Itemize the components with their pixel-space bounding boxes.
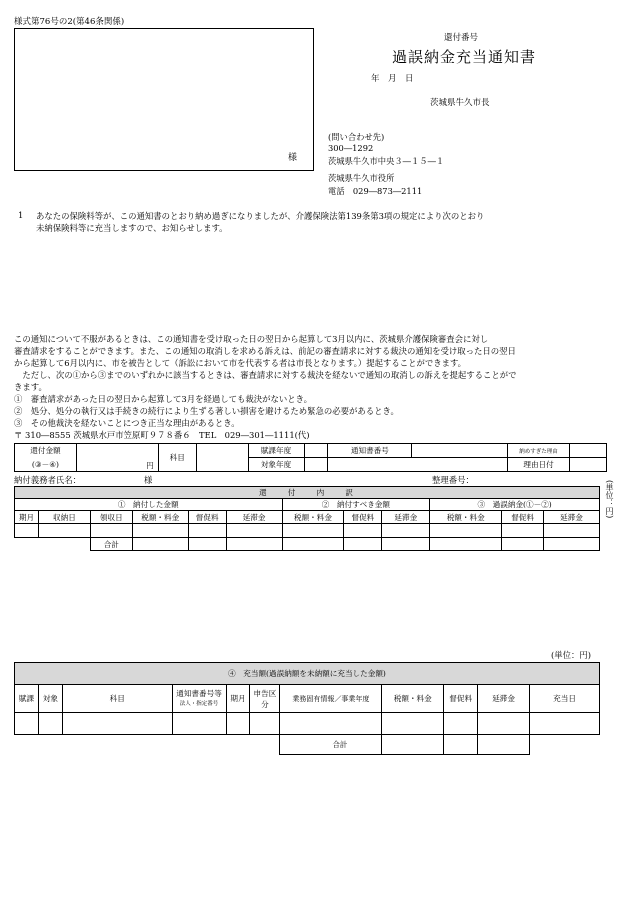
target-year-value [304,458,328,472]
appeal-text [14,333,614,441]
addressee-sama: 様 [288,153,298,163]
col-tokusoku: 督促料 [444,685,478,713]
tax-year-label: 賦課年度 [248,444,304,458]
col-gyomu: 業務固有情報／事業年度 [280,685,382,713]
payer-sama: 様 [144,475,153,485]
col-header: 督促料 [502,511,544,524]
col-kizuki: 期月 [226,685,250,713]
group-overpaid: ③ 過誤納金(①－②) [430,499,600,511]
reason-date-label: 理由日付 [508,458,570,472]
blank-cell [412,458,508,472]
yen-label: 円 [146,461,154,470]
subject-label: 科目 [158,444,196,472]
appeal-line: この通知について不服があるときは、この通知書を受け取った日の翌日から起算して3月以内に、茨城県介護保険審査会に対し [14,334,489,344]
addressee-box [14,28,314,171]
col-header: 督促料 [344,511,382,524]
total-row [15,735,600,755]
notice-line-2: 未納保険料等に充当しますので、お知らせします。 [36,223,228,233]
appeal-line: 審査請求をすることができます。また、この通知の取消しを求める訴えは、前記の審査請求に対する裁決の通知を受け取った日の翌日 [14,346,516,356]
appeal-line: きます。 [14,382,47,392]
table-row [15,524,600,538]
col-header: 督促料 [188,511,226,524]
notice-no-text: 通知書番号等 [176,688,222,698]
appeal-line: ただし、次の①から③までのいずれかに該当するときは、審査請求に対する裁決を経ないで通知の取消しの訴えを提起することがで [14,370,517,380]
notice-no-value [412,444,508,458]
col-header: 延滞金 [544,511,600,524]
col-jutobi: 充当日 [530,685,600,713]
appeal-line: ② 処分、処分の執行又は手続きの続行により生ずる著しい損害を避けるため緊急の必要があるとき。 [14,406,399,416]
subject-value [196,444,248,472]
total-row [15,538,600,551]
contact-heading: (問い合わせ先) [328,132,385,142]
issue-date: 年 月 日 [371,74,414,84]
allocation-unit-label: (単位：円) [551,650,592,660]
allocation-title: ④ 充当額(過誤納額を未納額に充当した金額) [15,663,600,685]
summary-table [14,443,607,472]
contact-office: 茨城県牛久市役所 [328,173,395,183]
group-due: ② 納付すべき金額 [282,499,430,511]
refund-amount-value [76,444,158,472]
col-header: 期月 [15,511,39,524]
page-title: 過誤納金充当通知書 [392,48,537,66]
issuer-name: 茨城県牛久市長 [430,98,490,108]
total-label: 合計 [90,538,132,551]
col-header: 延滞金 [382,511,430,524]
col-header: 税額・料金 [282,511,344,524]
detail-title: 還 付 内 訳 [15,487,600,499]
refund-number-label: 還付番号 [444,33,479,43]
form-number: 様式第76号の2(第46条関係) [14,17,125,27]
allocation-table [14,662,600,755]
detail-unit-label: (単位：円) [605,480,614,519]
col-shinkoku: 申告区分 [250,685,280,713]
tax-year-value [304,444,328,458]
col-taisho: 対象 [38,685,62,713]
col-kamoku: 科目 [62,685,172,713]
reason-date-value [570,458,607,472]
reference-number-label: 整理番号： [432,475,474,485]
contact-zip: 300―1292 [328,143,374,153]
col-header: 税額・料金 [430,511,502,524]
col-header: 領収日 [90,511,132,524]
refund-formula-label: (③－④) [15,458,77,472]
col-zeigaku: 税額・料金 [382,685,444,713]
col-header: 収納日 [38,511,90,524]
col-notice-no [172,685,226,713]
col-entai: 延滞金 [478,685,530,713]
col-header: 延滞金 [226,511,282,524]
col-fuka: 賦課 [15,685,39,713]
contact-address: 茨城県牛久市中央３―１５―１ [328,156,445,166]
allocation-total-label: 合計 [280,735,382,755]
appeal-line: ③ その他裁決を経ないことにつき正当な理由があるとき。 [14,418,240,428]
appeal-line: 〒 310―8555 茨城県水戸市笠原町９７８番６ TEL 029―301―1111(代) [14,430,310,440]
appeal-line: ① 審査請求があった日の翌日から起算して3月を経過しても裁決がないとき。 [14,394,313,404]
payer-name-label: 納付義務者氏名： [14,475,81,485]
over-reason-label: 納めすぎた理由 [508,444,570,458]
notice-no-label: 通知書番号 [328,444,412,458]
col-header: 税額・料金 [132,511,188,524]
table-row [15,713,600,735]
refund-detail-table [14,486,600,551]
blank-cell [328,458,412,472]
over-reason-value [570,444,607,458]
refund-amount-label: 還付金額 [15,444,77,458]
notice-line-1: あなたの保険料等が、この通知書のとおり納め過ぎになりましたが、介護保険法第139条第3項の規定により次のとおり [36,211,485,221]
notice-number: 1 [18,210,24,220]
group-paid: ① 納付した金額 [15,499,283,511]
target-year-label: 対象年度 [248,458,304,472]
contact-phone: 電話 029―873―2111 [328,186,423,196]
notice-no-sub: 法人・指定番号 [179,700,219,707]
appeal-line: から起算して6月以内に、市を被告として（訴訟において市を代表する者は市長となります。）提起することができます。 [14,358,467,368]
